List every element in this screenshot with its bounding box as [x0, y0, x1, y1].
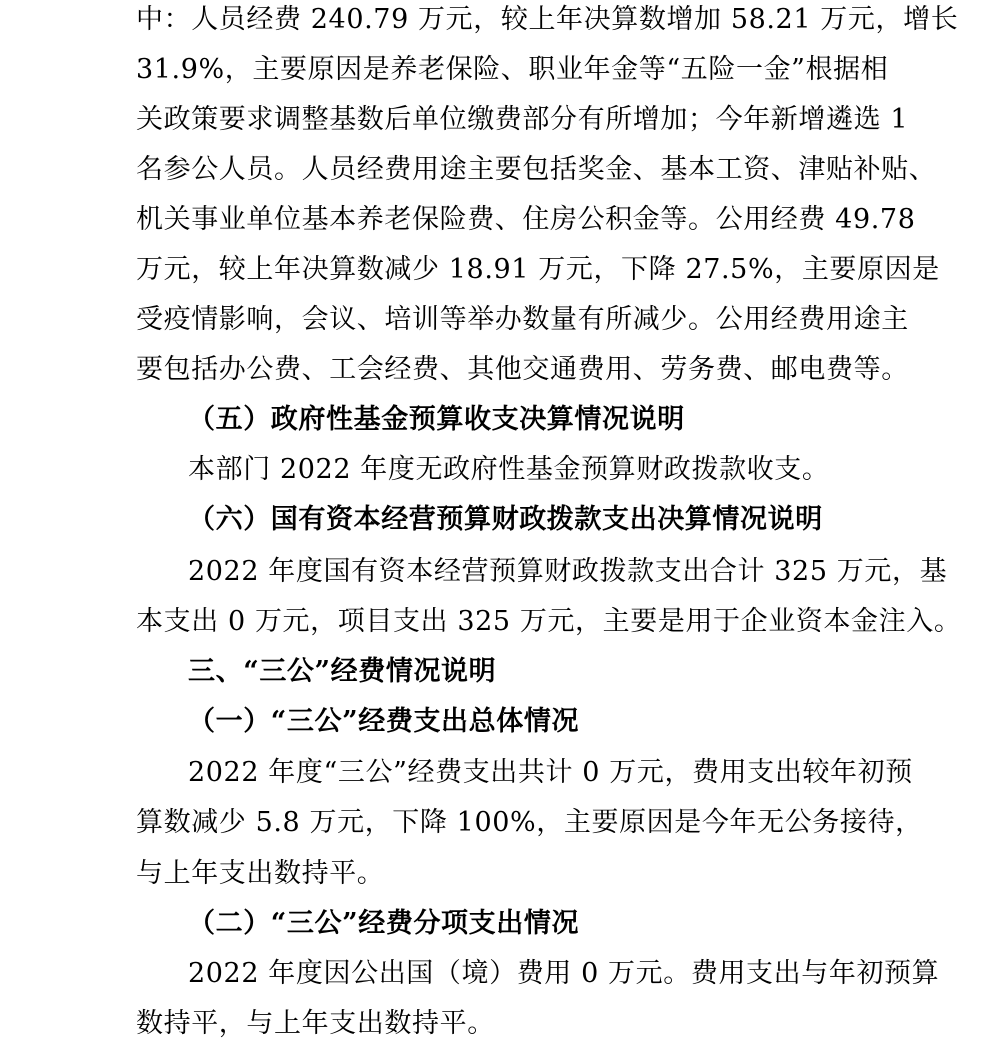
paragraph-line: 受疫情影响，会议、培训等举办数量有所减少。公用经费用途主 [136, 304, 909, 335]
paragraph-line: 机关事业单位基本养老保险费、住房公积金等。公用经费 49.78 [136, 204, 916, 235]
section-heading-6: （六）国有资本经营预算财政拨款支出决算情况说明 [188, 504, 823, 535]
paragraph-line: 关政策要求调整基数后单位缴费部分有所增加；今年新增遴选 1 [136, 104, 909, 135]
section-heading-1: （一）“三公”经费支出总体情况 [188, 706, 580, 737]
paragraph-line: 本支出 0 万元，项目支出 325 万元，主要是用于企业资本金注入。 [136, 606, 962, 637]
paragraph-line: 本部门 2022 年度无政府性基金预算财政拨款收支。 [188, 454, 830, 485]
paragraph-line: 万元，较上年决算数减少 18.91 万元，下降 27.5%，主要原因是 [136, 254, 940, 285]
paragraph-line: 2022 年度因公出国（境）费用 0 万元。费用支出与年初预算 [188, 958, 940, 989]
paragraph-line: 算数减少 5.8 万元，下降 100%，主要原因是今年无公务接待， [136, 807, 923, 838]
paragraph-line: 与上年支出数持平。 [136, 858, 385, 889]
section-heading-5: （五）政府性基金预算收支决算情况说明 [188, 404, 685, 435]
paragraph-line: 2022 年度国有资本经营预算财政拨款支出合计 325 万元，基 [188, 556, 948, 587]
section-heading-2: （二）“三公”经费分项支出情况 [188, 908, 580, 939]
paragraph-line: 要包括办公费、工会经费、其他交通费用、劳务费、邮电费等。 [136, 354, 909, 385]
paragraph-line: 名参公人员。人员经费用途主要包括奖金、基本工资、津贴补贴、 [136, 154, 937, 185]
paragraph-line: 31.9%，主要原因是养老保险、职业年金等“五险一金”根据相 [136, 54, 889, 85]
paragraph-line: 2022 年度“三公”经费支出共计 0 万元，费用支出较年初预 [188, 757, 913, 788]
paragraph-line: 数持平，与上年支出数持平。 [136, 1008, 495, 1039]
chapter-heading-3: 三、“三公”经费情况说明 [188, 656, 497, 687]
paragraph-line: 中：人员经费 240.79 万元，较上年决算数增加 58.21 万元，增长 [136, 4, 959, 35]
